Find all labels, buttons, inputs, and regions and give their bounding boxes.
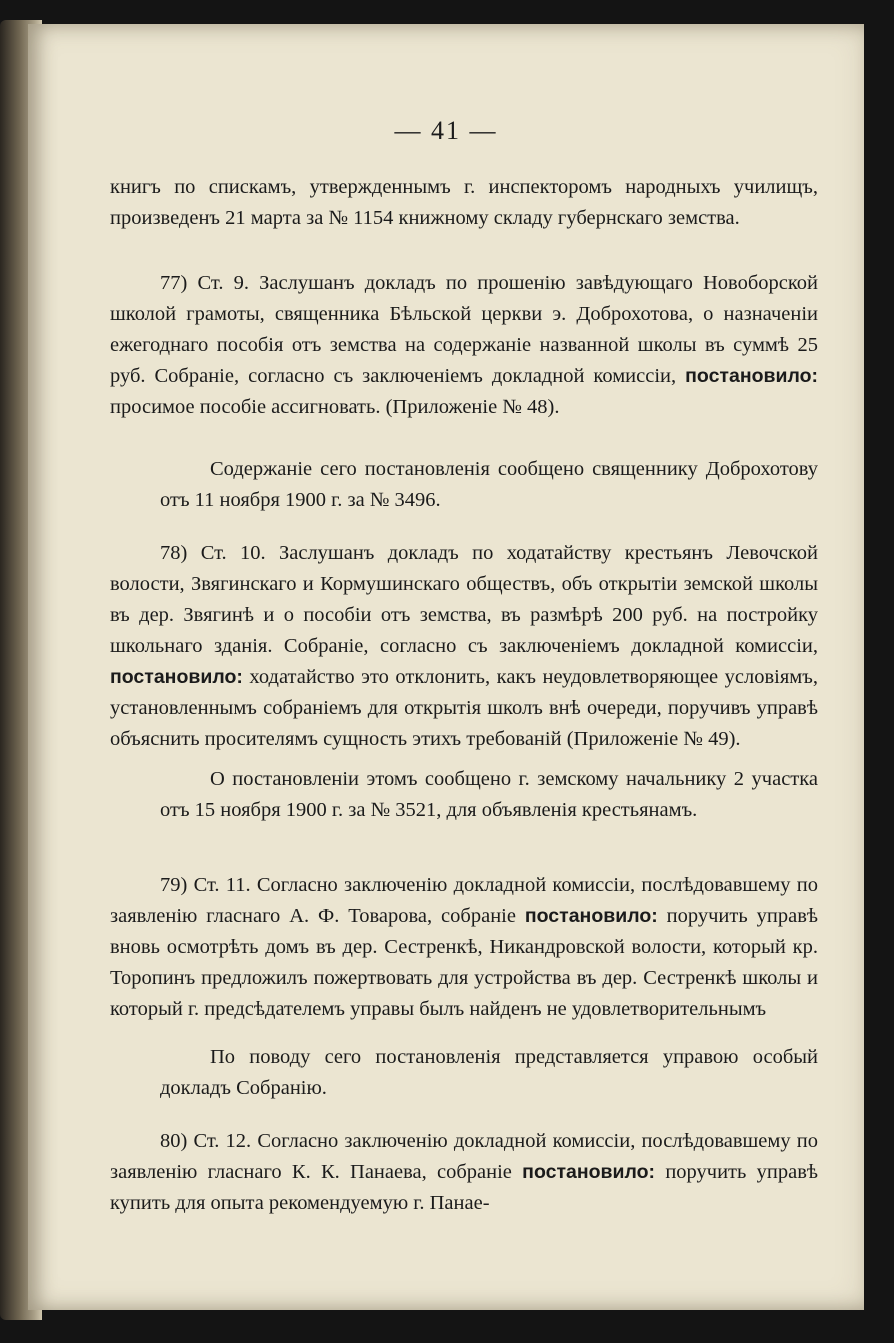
book-page <box>28 24 864 1310</box>
paragraph-79 <box>110 870 818 1025</box>
note-77: Содержаніе сего постановленія сообщено священнику Доброхотову отъ 11 ноября 1900 г. за № 3496. <box>160 458 818 511</box>
page-number: — 41 — <box>394 116 498 145</box>
paragraph-80 <box>110 1126 818 1219</box>
paragraph-79-text: 79) Ст. 11. Согласно заключенію докладной комиссіи, послѣдовавшему по заявленію гласнаго А. Ф. Товарова, собраніе <box>110 874 818 927</box>
paragraph-continuation: книгъ по спискамъ, утвержденнымъ г. инспекторомъ народныхъ училищъ, произведенъ 21 марта за № 1154 книжному складу губернскаго земства. <box>110 176 818 229</box>
note-78: О постановленіи этомъ сообщено г. земскому начальнику 2 участка отъ 15 ноября 1900 г. за № 3521, для объявленія крестьянамъ. <box>160 768 818 821</box>
paragraph-80-text: 80) Ст. 12. Согласно заключенію докладной комиссіи, послѣдовавшему по заявленію гласнаго К. К. Панаева, собраніе <box>110 1130 818 1183</box>
paragraph-78-text-end: ходатайство это отклонить, какъ неудовлетворяющее условіямъ, установленнымъ собраніемъ для открытія школъ внѣ очереди, поручивъ управѣ объяснить просителямъ сущность этихъ требованій (Приложеніе № 49). <box>110 666 818 750</box>
paragraph-78 <box>110 538 818 755</box>
note-79: По поводу сего постановленія представляется управою особый докладъ Собранію. <box>160 1046 818 1099</box>
paragraph-77-resolution: постановило: <box>685 365 819 387</box>
paragraph-79-text-end: поручить управѣ вновь осмотрѣть домъ въ дер. Сестренкѣ, Никандровской волости, который кр. Торопинъ предложилъ пожертвовать для устройства въ дер. Сестренкѣ школы и который г. предсѣдателемъ управы былъ найденъ не удовлетворительнымъ <box>110 905 819 1020</box>
paragraph-80-resolution: постановило: <box>522 1161 656 1183</box>
paragraph-77 <box>110 268 818 423</box>
paragraph-77-text: 77) Ст. 9. Заслушанъ докладъ по прошенію завѣдующаго Новоборской школой грамоты, священника Бѣльской церкви э. Доброхотова, о назначеніи ежегоднаго пособія отъ земства на содержаніе названной школы въ суммѣ 25 руб. Собраніе, согласно съ заключеніемъ докладной комиссіи, <box>110 272 818 387</box>
paragraph-77-text-end: просимое пособіе ассигновать. (Приложеніе № 48). <box>110 396 560 418</box>
paragraph-78-text: 78) Ст. 10. Заслушанъ докладъ по ходатайству крестьянъ Левочской волости, Звягинскаго и Кормушинскаго обществъ, объ открытіи земской школы въ дер. Звягинѣ и о пособіи отъ земства, въ размѣрѣ 200 руб. на постройку школьнаго зданія. Собраніе, согласно съ заключеніемъ докладной комиссіи, <box>110 542 818 657</box>
paragraph-79-resolution: постановило: <box>524 905 658 927</box>
paragraph-80-text-end: поручить управѣ купить для опыта рекомендуемую г. Панае- <box>110 1161 819 1214</box>
paragraph-78-resolution: постановило: <box>110 666 243 688</box>
